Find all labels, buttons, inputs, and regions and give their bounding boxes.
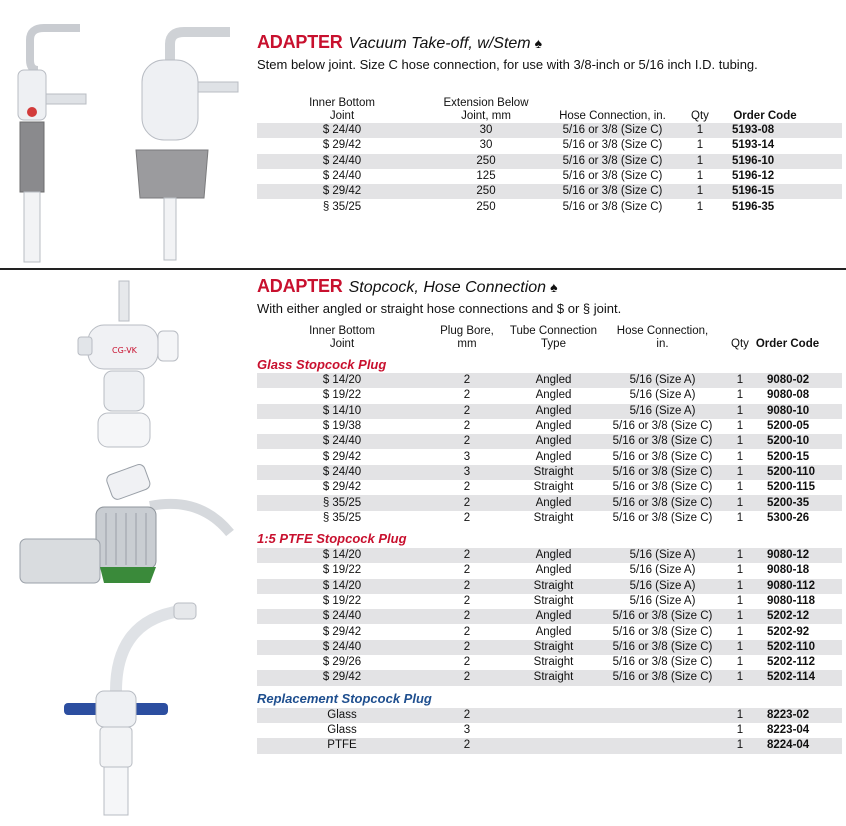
col-header-qty: Qty <box>731 338 749 350</box>
table-cell: Angled <box>507 404 600 419</box>
table-cell: $ 14/20 <box>257 373 427 388</box>
table-cell: $ 24/40 <box>257 609 427 624</box>
table-row <box>257 373 842 388</box>
order-code-cell: 5200-110 <box>755 465 842 480</box>
table-cell: 5/16 (Size A) <box>600 548 725 563</box>
table-cell: $ 24/40 <box>257 154 427 169</box>
order-code-cell: 8224-04 <box>755 738 842 753</box>
table-cell: 3 <box>463 724 471 737</box>
table-cell: 1 <box>725 404 755 419</box>
svg-text:CG-VK: CG-VK <box>112 346 137 355</box>
table-cell: 1 <box>725 434 755 449</box>
table-row <box>257 199 842 214</box>
order-code-cell: 5202-110 <box>755 640 842 655</box>
table-cell: $ 29/26 <box>322 656 362 669</box>
col-header-extension: Extension Below Joint, mm <box>443 97 529 122</box>
table-cell: 1 <box>725 579 755 594</box>
table-row <box>257 655 842 670</box>
table-row <box>257 609 842 624</box>
table-cell: Angled <box>535 389 572 402</box>
table-cell: 1 <box>696 170 704 183</box>
product-table <box>257 321 842 754</box>
table-cell: 2 <box>463 625 471 638</box>
table-cell: 1 <box>680 123 720 138</box>
product-description: With either angled or straight hose connections and $ or § joint. <box>257 301 622 316</box>
order-code-cell: 5300-26 <box>767 511 810 524</box>
table-cell: 1 <box>736 656 744 669</box>
table-cell: 2 <box>427 609 507 624</box>
order-code-cell: 5200-115 <box>767 481 815 494</box>
table-row <box>257 495 842 510</box>
product-table <box>257 79 842 215</box>
table-cell: 5/16 or 3/8 (Size C) <box>612 511 713 524</box>
section-header-row <box>257 526 842 548</box>
table-cell: 1 <box>725 708 755 723</box>
table-cell: Angled <box>507 434 600 449</box>
col-header-joint: Inner Bottom Joint <box>309 97 375 122</box>
table-cell: 2 <box>427 670 507 685</box>
table-cell: 2 <box>463 511 471 524</box>
order-code-cell: 5196-10 <box>720 154 842 169</box>
table-row <box>257 624 842 639</box>
table-cell: 1 <box>696 200 704 213</box>
table-cell: 5/16 or 3/8 (Size C) <box>612 481 713 494</box>
table-cell: 250 <box>427 154 545 169</box>
product-panel-stopcock <box>0 271 846 821</box>
table-row <box>257 563 842 578</box>
col-header-tube-type: Tube Connection Type <box>509 325 598 350</box>
section-title: Glass Stopcock Plug <box>257 356 387 372</box>
table-cell: Angled <box>507 609 600 624</box>
table-cell: Straight <box>507 670 600 685</box>
table-cell: $ 29/42 <box>257 670 427 685</box>
table-cell: 250 <box>427 184 545 199</box>
order-code-cell: 5200-15 <box>767 450 810 463</box>
table-cell: Angled <box>535 450 572 463</box>
table-cell: 5/16 or 3/8 (Size C) <box>545 184 680 199</box>
order-code-cell: 5200-05 <box>767 420 810 433</box>
table-cell: 5/16 (Size A) <box>600 404 725 419</box>
table-cell: 1 <box>736 564 744 577</box>
table-cell: 2 <box>427 708 507 723</box>
order-code-cell: 9080-112 <box>755 579 842 594</box>
title-keyword: ADAPTER <box>257 32 343 52</box>
table-cell: 5/16 (Size A) <box>629 564 696 577</box>
stopcock-adapter-icon <box>0 271 250 821</box>
order-code-cell: 9080-12 <box>755 548 842 563</box>
col-header-order-code: Order Code <box>733 110 797 122</box>
table-row <box>257 708 842 723</box>
table-cell: 1 <box>725 495 755 510</box>
table-cell: Straight <box>533 656 574 669</box>
table-row <box>257 511 842 526</box>
table-cell: 1 <box>725 465 755 480</box>
title-subtitle: Stopcock, Hose Connection <box>348 279 547 296</box>
order-code-cell: 5193-08 <box>720 123 842 138</box>
table-cell <box>507 708 600 723</box>
table-cell: 1 <box>725 670 755 685</box>
table-cell: $ 29/42 <box>322 450 362 463</box>
order-code-cell: 9080-118 <box>767 595 815 607</box>
table-cell: $ 29/42 <box>322 625 362 638</box>
table-cell: Straight <box>507 640 600 655</box>
table-cell: Angled <box>507 495 600 510</box>
product-title <box>257 31 842 55</box>
table-cell: $ 24/40 <box>257 123 427 138</box>
product-info <box>257 31 842 215</box>
table-cell: 2 <box>427 579 507 594</box>
order-code-cell: 9080-02 <box>755 373 842 388</box>
table-cell: 5/16 or 3/8 (Size C) <box>612 420 713 433</box>
order-code-cell: 5196-35 <box>732 200 775 213</box>
table-cell: 5/16 (Size A) <box>629 595 696 607</box>
product-description: Stem below joint. Size C hose connection, for use with 3/8-inch or 5/16 inch I.D. tubing. <box>257 57 758 72</box>
table-cell: $ 29/42 <box>322 139 362 152</box>
table-cell: Angled <box>535 564 572 577</box>
table-cell: $ 19/22 <box>322 564 362 577</box>
table-cell: 1 <box>736 511 744 524</box>
title-keyword: ADAPTER <box>257 276 343 296</box>
table-cell: 2 <box>427 640 507 655</box>
table-cell: 2 <box>427 495 507 510</box>
table-cell: 5/16 or 3/8 (Size C) <box>612 625 713 638</box>
table-cell: 5/16 or 3/8 (Size C) <box>562 139 663 152</box>
table-cell: $ 14/10 <box>257 404 427 419</box>
order-code-cell: 5193-14 <box>732 139 775 152</box>
table-cell: $ 19/38 <box>322 420 362 433</box>
table-cell: 5/16 or 3/8 (Size C) <box>612 656 713 669</box>
order-code-cell: 5200-10 <box>755 434 842 449</box>
table-cell: 5/16 (Size A) <box>600 579 725 594</box>
table-row <box>257 738 842 753</box>
table-cell: $ 24/40 <box>322 170 362 183</box>
order-code-cell: 5202-12 <box>755 609 842 624</box>
table-cell: 2 <box>463 656 471 669</box>
table-cell <box>600 738 725 753</box>
table-cell: 1 <box>725 640 755 655</box>
title-subtitle: Vacuum Take-off, w/Stem <box>348 35 531 52</box>
table-row <box>257 579 842 594</box>
product-info <box>257 275 842 754</box>
table-cell: 1 <box>680 184 720 199</box>
vacuum-takeoff-adapter-icon <box>0 0 250 268</box>
table-cell <box>600 708 725 723</box>
table-row <box>257 480 842 495</box>
table-cell: 1 <box>725 609 755 624</box>
panel-divider <box>0 268 846 270</box>
table-cell <box>507 723 600 738</box>
table-cell: 5/16 or 3/8 (Size C) <box>600 434 725 449</box>
order-code-cell: 8223-04 <box>767 724 810 737</box>
table-row <box>257 434 842 449</box>
table-cell: 2 <box>427 738 507 753</box>
table-row <box>257 449 842 464</box>
table-cell: 2 <box>463 564 471 577</box>
table-cell: § 35/25 <box>322 200 362 213</box>
table-cell: PTFE <box>257 738 427 753</box>
table-cell: Straight <box>507 579 600 594</box>
table-cell: $ 19/22 <box>322 389 362 402</box>
table-row <box>257 154 842 169</box>
table-cell: $ 24/40 <box>257 465 427 480</box>
table-row <box>257 404 842 419</box>
section-title: 1:5 PTFE Stopcock Plug <box>257 531 407 547</box>
table-cell: 5/16 (Size A) <box>600 373 725 388</box>
col-header-hose: Hose Connection, in. <box>559 110 666 122</box>
table-cell: 5/16 or 3/8 (Size C) <box>600 465 725 480</box>
table-row <box>257 640 842 655</box>
col-header-joint: Inner Bottom Joint <box>309 325 375 350</box>
col-header-qty: Qty <box>691 110 709 122</box>
table-cell <box>600 723 725 738</box>
table-cell: 5/16 or 3/8 (Size C) <box>600 609 725 624</box>
table-cell: 1 <box>736 724 744 737</box>
table-cell: 2 <box>427 434 507 449</box>
order-code-cell: 5202-112 <box>767 656 815 669</box>
table-row <box>257 169 842 184</box>
table-cell: 30 <box>479 139 493 152</box>
table-cell: 125 <box>476 170 496 183</box>
order-code-cell: 5196-15 <box>720 184 842 199</box>
table-cell: 2 <box>427 548 507 563</box>
table-cell: 2 <box>463 389 471 402</box>
table-cell: Angled <box>535 625 572 638</box>
table-cell: 5/16 or 3/8 (Size C) <box>545 154 680 169</box>
table-cell: 5/16 or 3/8 (Size C) <box>562 200 663 213</box>
section-title: Replacement Stopcock Plug <box>257 691 432 707</box>
table-cell: 2 <box>463 595 471 607</box>
table-cell: 1 <box>736 481 744 494</box>
order-code-cell: 9080-18 <box>767 564 810 577</box>
table-cell: 1 <box>736 420 744 433</box>
table-cell: $ 24/40 <box>257 640 427 655</box>
section-header-row <box>257 686 842 708</box>
table-row <box>257 465 842 480</box>
table-cell: $ 14/20 <box>257 579 427 594</box>
table-cell: § 35/25 <box>322 511 362 524</box>
table-cell: 5/16 or 3/8 (Size C) <box>612 450 713 463</box>
order-code-cell: 5202-92 <box>767 625 810 638</box>
table-cell: 1 <box>736 450 744 463</box>
table-cell: 5/16 or 3/8 (Size C) <box>600 670 725 685</box>
table-cell: 1 <box>736 595 744 607</box>
table-cell: Angled <box>507 548 600 563</box>
table-cell: 250 <box>476 200 496 213</box>
table-cell: Angled <box>507 373 600 388</box>
table-cell: 1 <box>725 548 755 563</box>
table-cell: Straight <box>533 511 574 524</box>
table-cell: 30 <box>427 123 545 138</box>
order-code-cell: 5200-35 <box>755 495 842 510</box>
section-header-row <box>257 351 842 373</box>
order-code-cell: 5202-114 <box>755 670 842 685</box>
table-cell: 2 <box>463 420 471 433</box>
spade-icon: ♠ <box>550 279 558 295</box>
table-cell: 5/16 or 3/8 (Size C) <box>600 495 725 510</box>
table-cell: 3 <box>427 465 507 480</box>
table-cell: 2 <box>427 373 507 388</box>
table-row <box>257 123 842 138</box>
table-cell: 5/16 or 3/8 (Size C) <box>545 123 680 138</box>
table-cell: $ 19/22 <box>322 595 362 607</box>
table-row <box>257 548 842 563</box>
table-cell: 5/16 or 3/8 (Size C) <box>600 640 725 655</box>
table-cell: $ 14/20 <box>257 548 427 563</box>
col-header-plug-bore: Plug Bore, mm <box>440 325 494 350</box>
table-cell: $ 24/40 <box>257 434 427 449</box>
col-header-hose: Hose Connection, in. <box>616 325 709 350</box>
table-cell: $ 29/42 <box>322 481 362 494</box>
spade-icon: ♠ <box>534 35 543 51</box>
table-cell: Glass <box>327 724 357 737</box>
table-cell: 1 <box>736 625 744 638</box>
table-cell: 2 <box>427 404 507 419</box>
order-code-cell: 9080-10 <box>755 404 842 419</box>
product-panel-vacuum-takeoff <box>0 0 846 268</box>
table-row <box>257 670 842 685</box>
table-row <box>257 594 842 609</box>
table-cell: Straight <box>507 465 600 480</box>
order-code-cell: 5196-12 <box>732 170 775 183</box>
table-row <box>257 419 842 434</box>
table-cell: 1 <box>725 373 755 388</box>
table-cell: 1 <box>680 154 720 169</box>
order-code-cell: 8223-02 <box>755 708 842 723</box>
table-cell: $ 29/42 <box>257 184 427 199</box>
table-cell: Glass <box>257 708 427 723</box>
order-code-cell: 9080-08 <box>767 389 810 402</box>
table-cell: 1 <box>696 139 704 152</box>
table-cell: Angled <box>535 420 572 433</box>
table-cell: 5/16 (Size A) <box>629 389 696 402</box>
table-cell: Straight <box>533 481 574 494</box>
table-cell: 5/16 or 3/8 (Size C) <box>562 170 663 183</box>
table-cell: 2 <box>463 481 471 494</box>
table-cell: 1 <box>725 738 755 753</box>
table-cell: 1 <box>736 389 744 402</box>
table-cell: § 35/25 <box>257 495 427 510</box>
table-row <box>257 388 842 403</box>
product-title <box>257 275 842 299</box>
table-row <box>257 723 842 738</box>
table-cell <box>507 738 600 753</box>
table-row <box>257 184 842 199</box>
table-cell: 3 <box>463 450 471 463</box>
table-row <box>257 138 842 153</box>
col-header-order-code: Order Code <box>755 338 820 350</box>
table-cell: Straight <box>533 595 574 607</box>
